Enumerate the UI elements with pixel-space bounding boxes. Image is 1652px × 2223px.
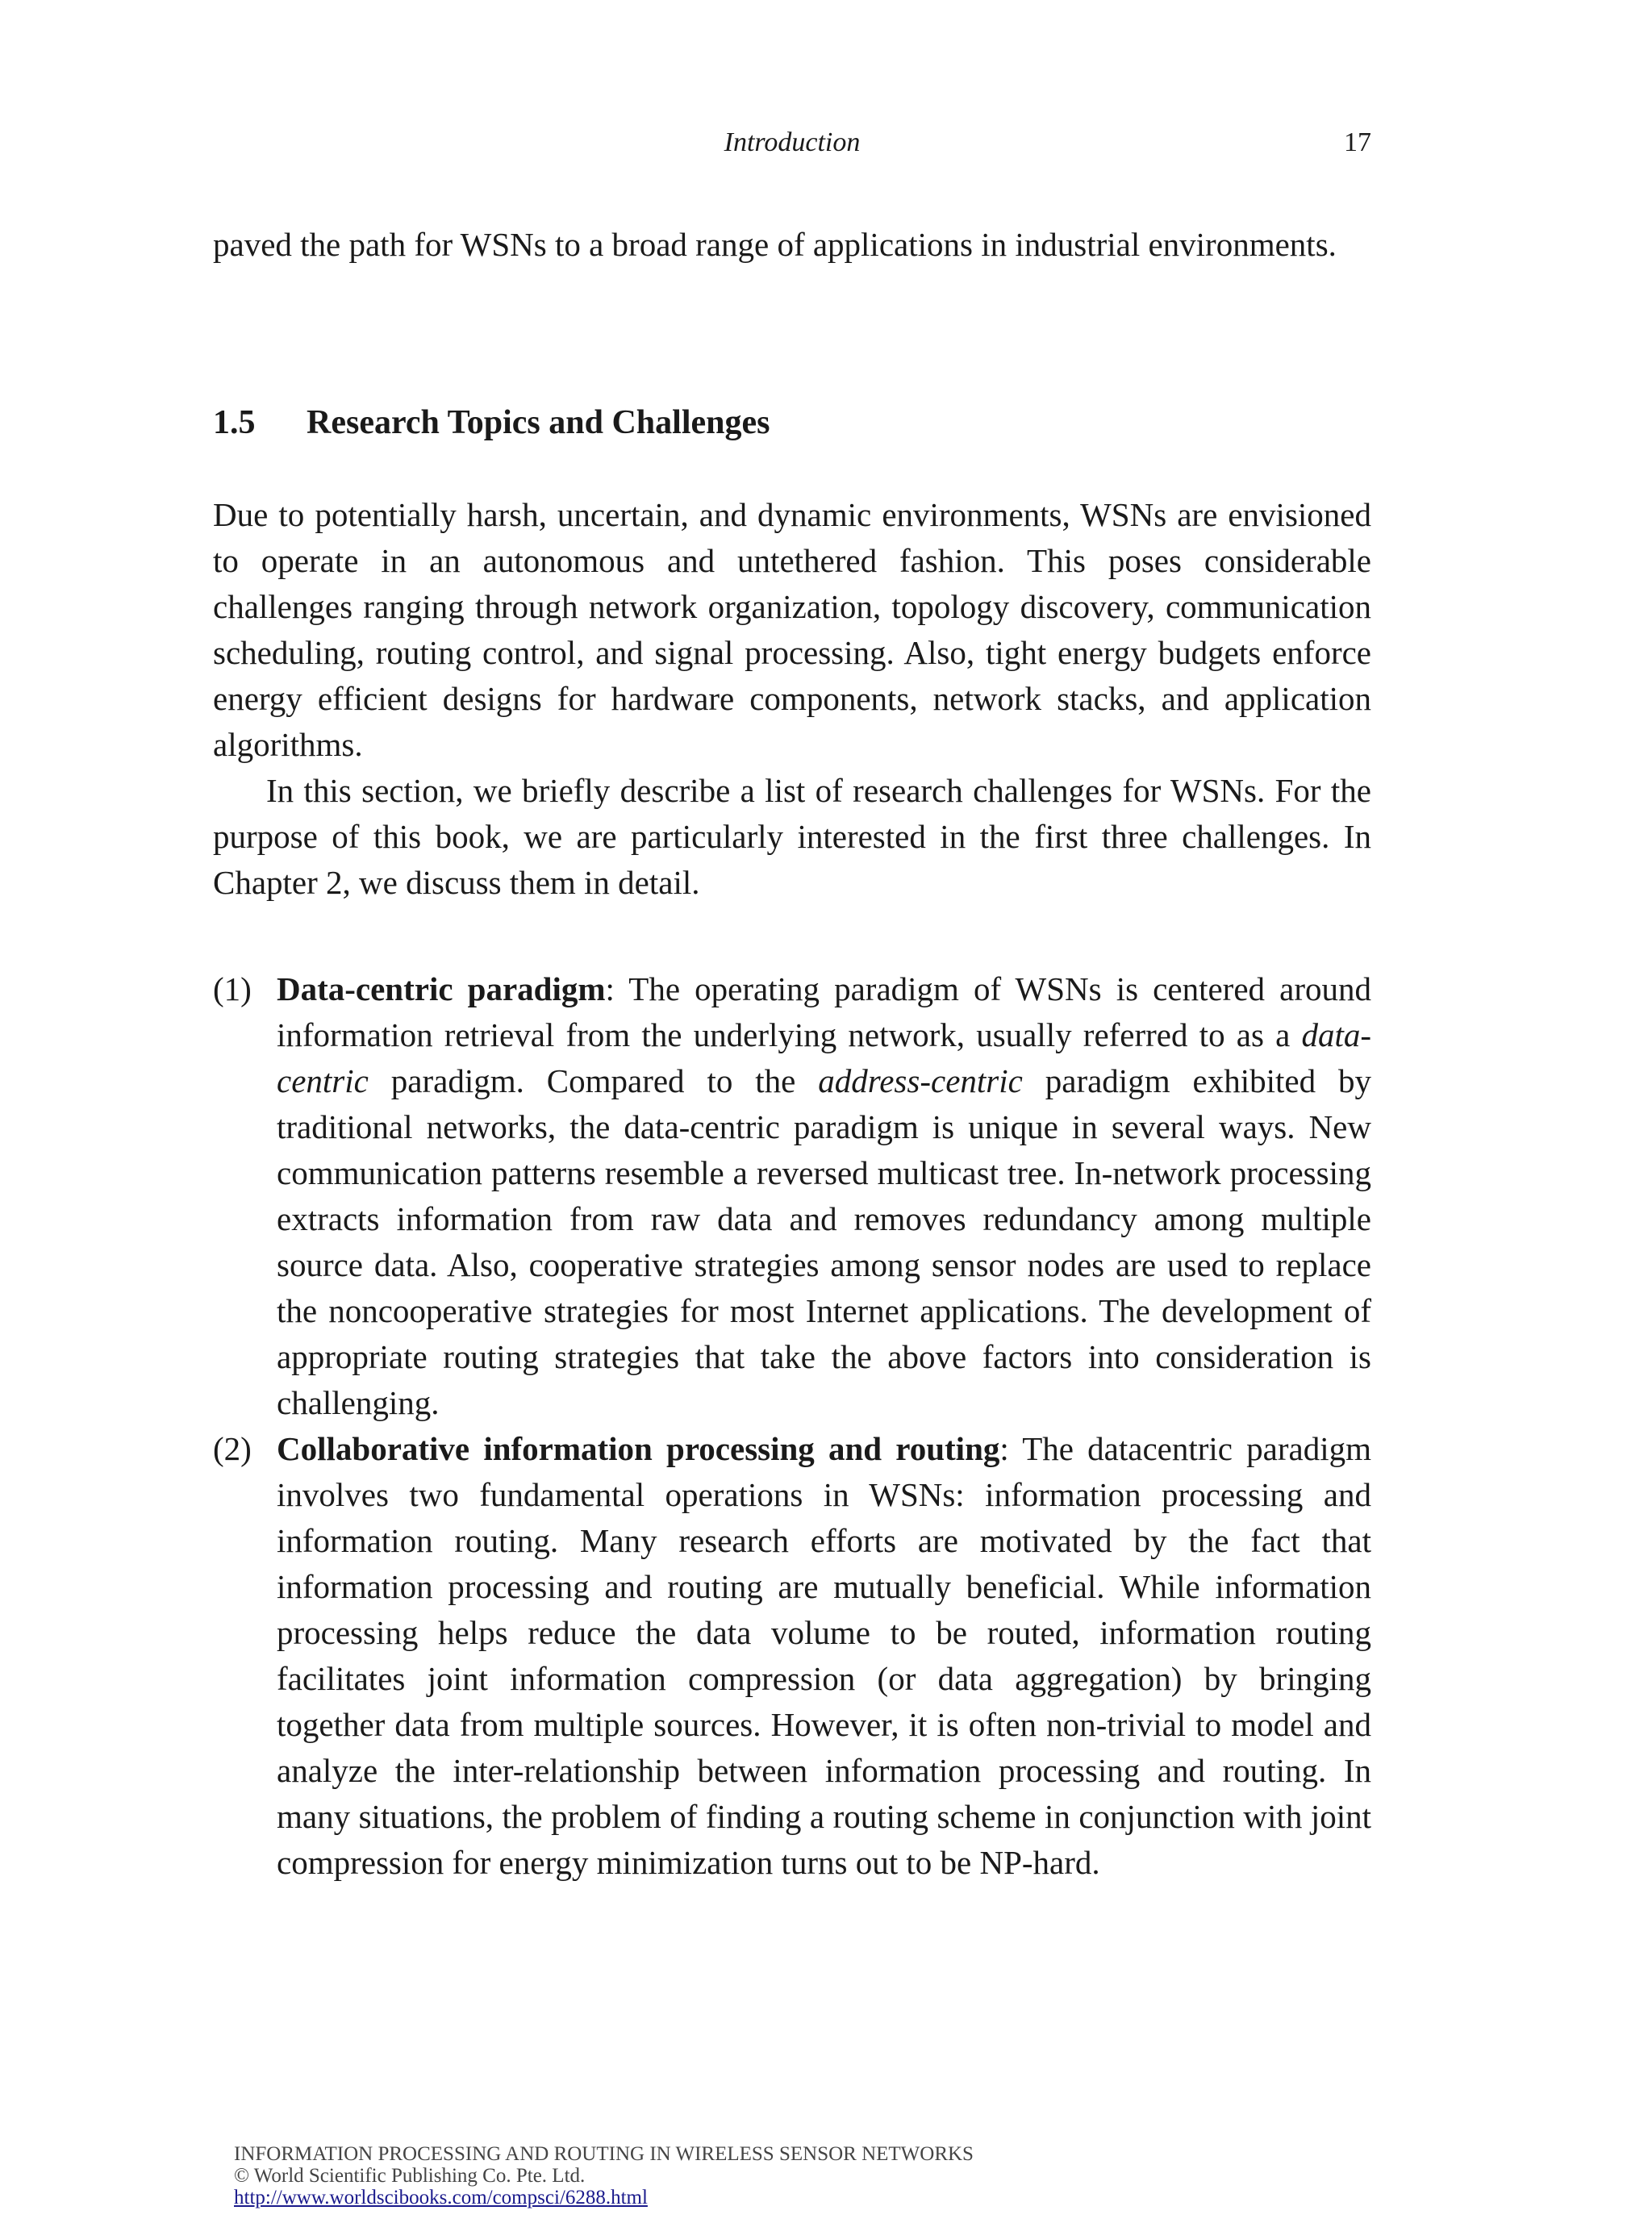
section-heading [213,403,770,442]
list-item-text: The operating paradigm of WSNs is centered around information retrieval from the underlying network, usually referred to as a [277,970,1371,1053]
list-item-text: paradigm. Compared to the [368,1062,819,1099]
section-title: Research Topics and Challenges [307,404,770,441]
list-item [213,966,1371,1426]
running-head-title: Introduction [724,127,861,157]
footer-copyright: © World Scientific Publishing Co. Pte. Ltd. [234,2165,586,2187]
list-item-text: paradigm exhibited by traditional networks, the data-centric paradigm is unique in several ways. New communication patterns resemble a reversed multicast tree. In-network processing extracts information from raw data and removes redundancy among multiple source data. Also, cooperative strategies among sensor nodes are used to replace the noncooperative strategies for most Internet applications. The development of appropriate routing strategies that take the above factors into consideration is challenging. [277,1062,1371,1421]
list-item-colon: : [605,970,615,1007]
body-paragraph: Due to potentially harsh, uncertain, and dynamic environments, WSNs are envisioned to operate in an autonomous and untethered fashion. This poses considerable challenges ranging through network organization, topology discovery, communication scheduling, routing control, and signal processing. Also, tight energy budgets enforce energy efficient designs for hardware components, network stacks, and application algorithms. [213,496,1371,763]
list-item-colon: : [999,1430,1009,1467]
footer-book-title: INFORMATION PROCESSING AND ROUTING IN WIRELESS SENSOR NETWORKS [234,2143,974,2165]
footer [234,2143,974,2208]
footer-link[interactable]: http://www.worldscibooks.com/compsci/6288.html [234,2187,648,2208]
page-number: 17 [1344,127,1371,157]
list-item-emphasis: address-centric [818,1062,1023,1099]
body-paragraph: In this section, we briefly describe a list of research challenges for WSNs. For the purpose of this book, we are particularly interested in the first three challenges. In Chapter 2, we discuss them in detail. [213,772,1371,901]
list-marker: (2) [213,1430,252,1467]
list-item-term: Collaborative information processing and routing [277,1430,1000,1467]
section-number: 1.5 [213,404,256,441]
running-head [213,127,1371,168]
challenge-list [213,966,1371,1886]
list-item-term: Data-centric paradigm [277,970,606,1007]
continuation-paragraph: paved the path for WSNs to a broad range of applications in industrial environments. [213,226,1337,263]
list-item-text: The datacentric paradigm involves two fundamental operations in WSNs: information processing and information routing. Many research efforts are motivated by the fact that information processing and routing are mutually beneficial. While information processing helps reduce the data volume to be routed, information routing facilitates joint information compression (or data aggregation) by bringing together data from multiple sources. However, it is often non-trivial to model and analyze the inter-relationship between information processing and routing. In many situations, the problem of finding a routing scheme in conjunction with joint compression for energy minimization turns out to be NP-hard. [277,1430,1371,1881]
list-item [213,1426,1371,1886]
list-marker: (1) [213,970,252,1007]
list-item-emphasis: data-centric [277,1016,1371,1099]
